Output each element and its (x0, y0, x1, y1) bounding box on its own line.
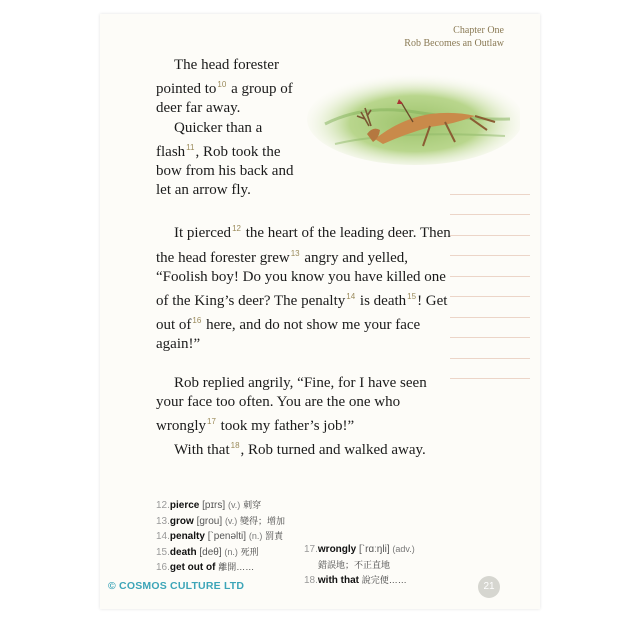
note-lines (450, 174, 530, 379)
footnote-ref: 10 (217, 80, 227, 90)
chapter-number: Chapter One (453, 25, 504, 36)
vocab-item: 13.grow [grou] (v.) 變得；增加 (156, 515, 286, 527)
vocab-item: 15.death [deθ] (n.) 死刑 (156, 546, 259, 558)
footnote-ref: 15 (407, 292, 417, 302)
paragraph: It pierced$^{12}$ the heart of the leading deer. Then the head forester grew$^{13}$ angry and yelled, “Foolish boy! Do you know you have killed one of the King’s deer? The penalty$^{14}$ is death$^{15}$! Get out of$^{16}$ here, and do not show me your face again!” (156, 224, 451, 353)
book-page (100, 14, 540, 609)
footnote-ref: 12 (232, 224, 241, 234)
vocab-item: 17.wrongly [`rɑːŋli] (adv.) 錯誤地；不正直地 (304, 544, 415, 570)
copyright-notice: © COSMOS CULTURE LTD (108, 580, 245, 592)
vocab-item: 16.get out of 離開…… (156, 562, 255, 573)
vocab-item: 14.penalty [`penəlti] (n.) 罰責 (156, 531, 284, 542)
story-text (156, 56, 456, 460)
vocab-item: 18.with that 說完便…… (304, 575, 407, 586)
page-number: 21 (478, 576, 500, 598)
paragraph: The head forester pointed to$^{10}$ a group of deer far away. (156, 57, 293, 117)
paragraph: Quicker than a flash$^{11}$, Rob took the bow from his back and let an arrow fly. (156, 119, 294, 199)
footnote-ref: 11 (186, 142, 195, 152)
footnote-ref: 16 (192, 316, 202, 326)
paragraph: With that$^{18}$, Rob turned and walked away. (174, 441, 426, 459)
vocab-item: 12.pierce [pɪrs] (v.) 刺穿 (156, 500, 262, 511)
footnote-ref: 17 (207, 417, 216, 427)
chapter-header (404, 24, 504, 50)
footnote-ref: 14 (346, 292, 356, 302)
chapter-title: Rob Becomes an Outlaw (404, 38, 504, 49)
paragraph: Rob replied angrily, “Fine, for I have seen your face too often. You are the one who wrongly$^{17}$ took my father’s job!” (156, 374, 427, 435)
footnote-ref: 18 (230, 441, 240, 451)
footnote-ref: 13 (290, 248, 300, 258)
